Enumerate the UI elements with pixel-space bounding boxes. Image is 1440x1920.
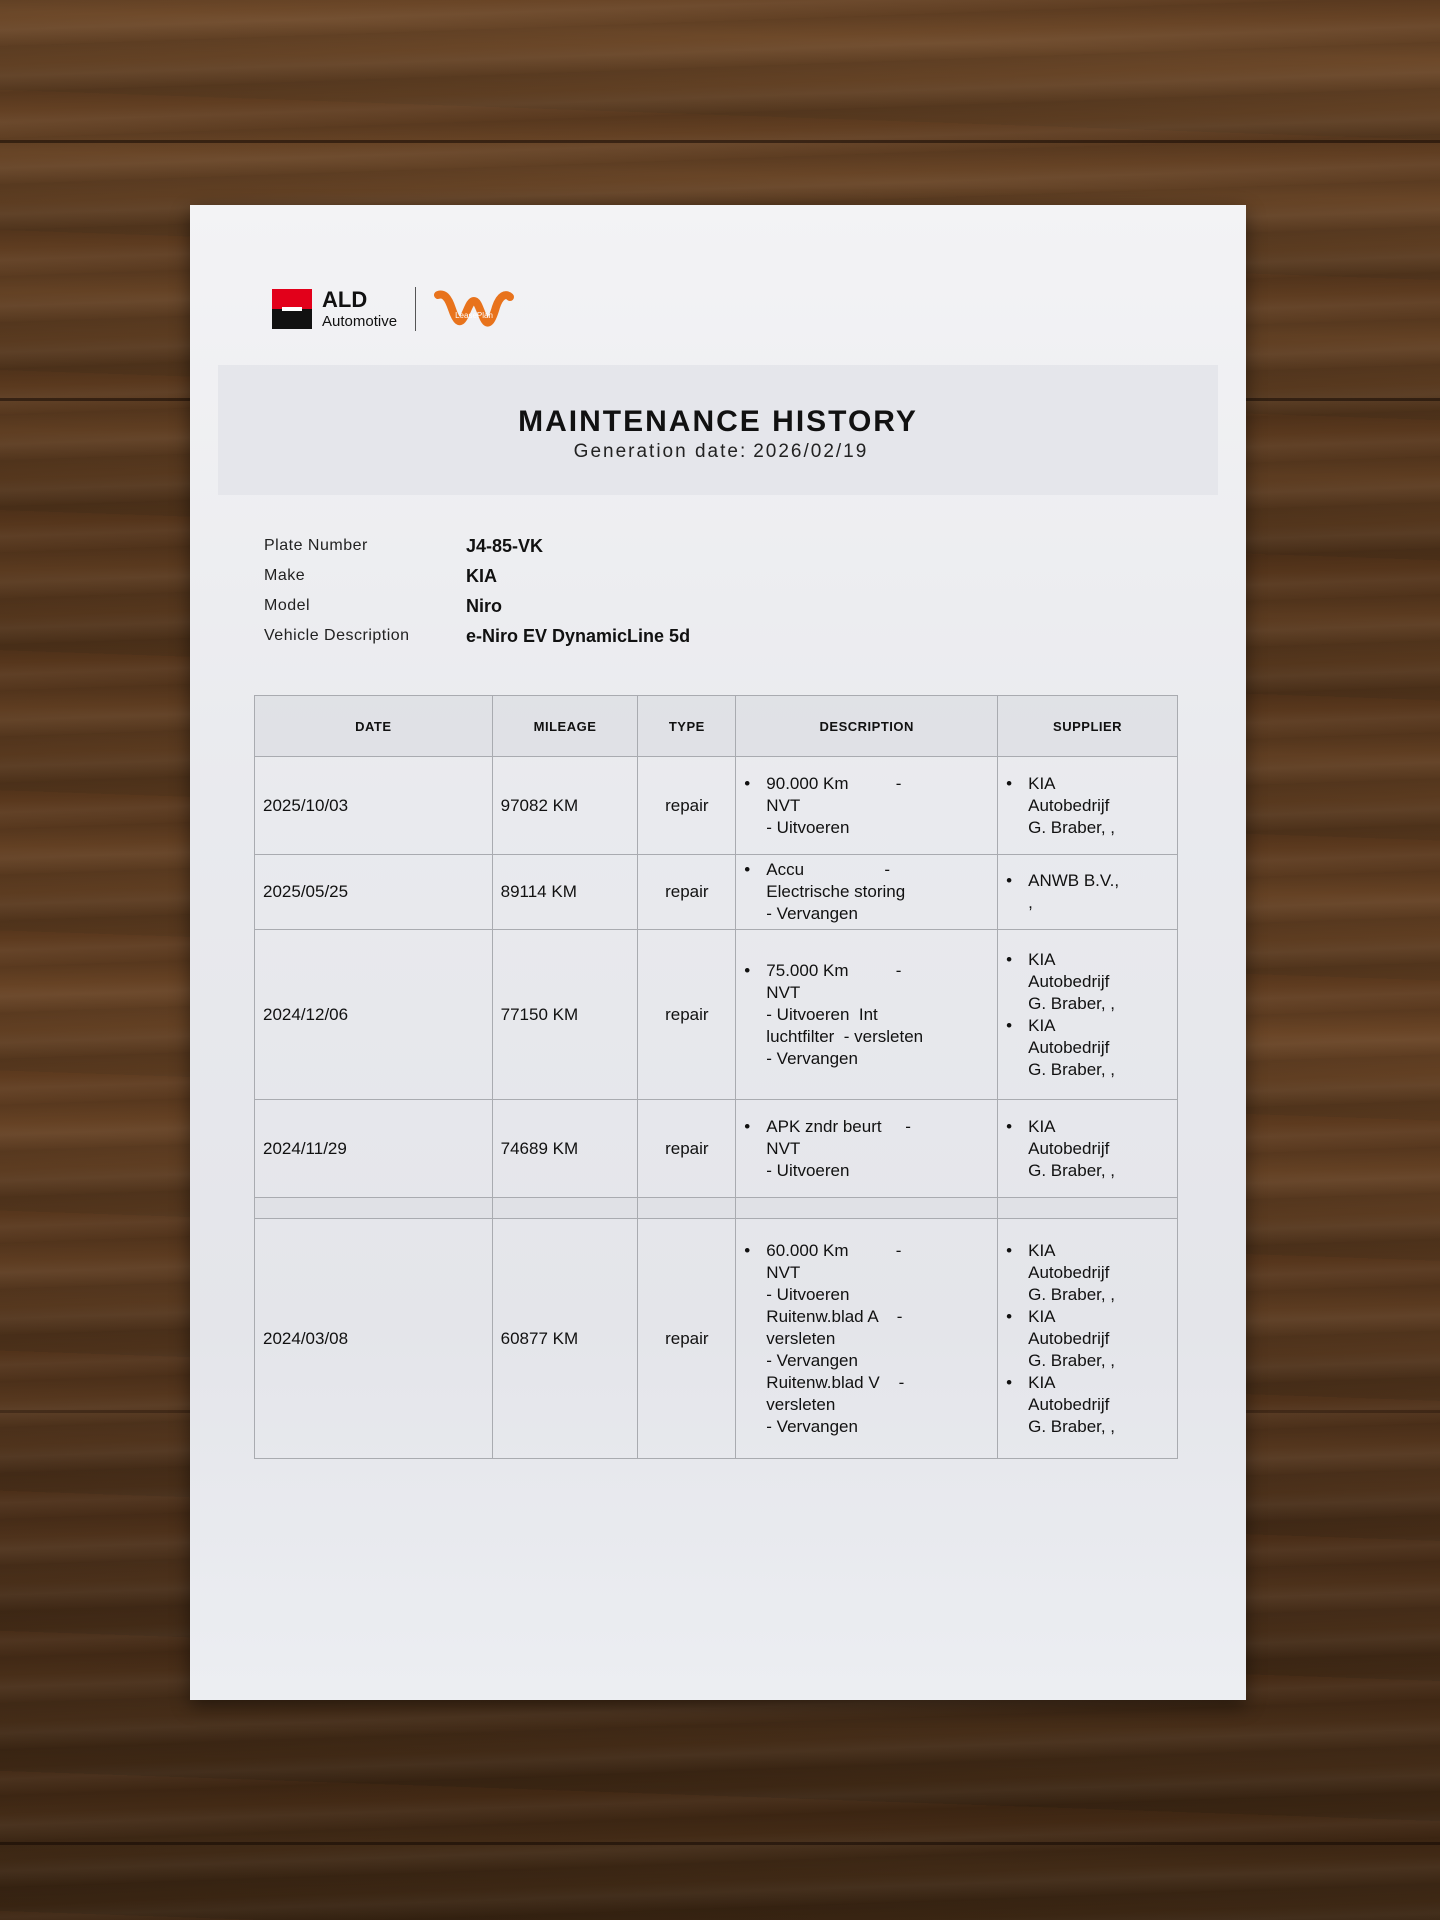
supplier-line	[1006, 1328, 1169, 1350]
header-type: TYPE	[638, 696, 736, 757]
table-row	[255, 930, 1178, 1100]
supplier-text: Autobedrijf	[1028, 1262, 1110, 1282]
description-text: NVT	[766, 982, 801, 1002]
leaseplan-logo-icon	[434, 287, 514, 331]
description-line	[744, 1350, 989, 1372]
info-value: Niro	[466, 595, 502, 616]
cell-date: 2025/05/25	[255, 855, 493, 930]
description-text: Ruitenw.blad V -	[766, 1372, 905, 1392]
description-text: Electrische storing	[766, 882, 906, 901]
generation-date-label: Generation date:	[573, 441, 748, 462]
description-line	[744, 1416, 989, 1438]
supplier-line	[1006, 1306, 1169, 1328]
info-label: Plate Number	[264, 537, 368, 554]
description-line	[744, 982, 989, 1004]
supplier-line	[1006, 1372, 1169, 1394]
description-text: 75.000 Km -	[766, 960, 902, 980]
header-date: DATE	[255, 696, 493, 757]
spacer-cell	[638, 1198, 736, 1219]
description-line	[744, 795, 989, 817]
supplier-text: G. Braber, ,	[1028, 1160, 1116, 1180]
document-sheet	[190, 205, 1246, 1700]
description-line	[744, 1026, 989, 1048]
cell-description	[736, 930, 998, 1100]
cell-date: 2024/12/06	[255, 930, 493, 1100]
cell-supplier	[998, 855, 1178, 930]
info-row-model	[264, 591, 690, 621]
header-mileage: MILEAGE	[492, 696, 638, 757]
description-text: - Uitvoeren	[766, 817, 850, 837]
header-description: DESCRIPTION	[736, 696, 998, 757]
cell-type: repair	[638, 1100, 736, 1198]
generation-date-line	[190, 441, 1246, 463]
info-row-make	[264, 561, 690, 591]
bullet-icon: •	[1006, 1372, 1013, 1392]
supplier-line	[1006, 1138, 1169, 1160]
description-text: APK zndr beurt -	[766, 1116, 911, 1136]
description-line	[744, 1004, 989, 1026]
description-text: - Uitvoeren	[766, 1160, 850, 1180]
cell-mileage: 60877 KM	[492, 1219, 638, 1459]
supplier-text: G. Braber, ,	[1028, 1284, 1116, 1304]
header-supplier: SUPPLIER	[998, 696, 1178, 757]
supplier-text: G. Braber, ,	[1028, 1350, 1116, 1370]
spacer-cell	[736, 1198, 998, 1219]
supplier-text: G. Braber, ,	[1028, 993, 1116, 1013]
supplier-text: KIA	[1028, 773, 1056, 793]
ald-wordmark	[322, 289, 397, 329]
description-text: luchtfilter - versleten	[766, 1026, 924, 1046]
description-text: - Uitvoeren Int	[766, 1004, 878, 1024]
supplier-line	[1006, 1262, 1169, 1284]
bullet-icon: •	[1006, 1240, 1013, 1260]
supplier-text: G. Braber, ,	[1028, 817, 1116, 837]
supplier-line	[1006, 1284, 1169, 1306]
info-value: J4-85-VK	[466, 535, 544, 556]
supplier-line	[1006, 993, 1169, 1015]
supplier-text: Autobedrijf	[1028, 1037, 1110, 1057]
supplier-text: G. Braber, ,	[1028, 1059, 1116, 1079]
supplier-line	[1006, 795, 1169, 817]
description-line	[744, 1048, 989, 1070]
cell-description	[736, 1100, 998, 1198]
supplier-text: KIA	[1028, 1240, 1056, 1260]
bullet-icon: •	[1006, 1116, 1013, 1136]
cell-supplier	[998, 930, 1178, 1100]
cell-description	[736, 757, 998, 855]
description-text: versleten	[766, 1328, 836, 1348]
supplier-line	[1006, 1240, 1169, 1262]
description-line	[744, 1138, 989, 1160]
table-row	[255, 855, 1178, 930]
description-text: NVT	[766, 1138, 801, 1158]
supplier-line	[1006, 773, 1169, 795]
description-line	[744, 817, 989, 839]
bullet-icon: •	[1006, 871, 1013, 890]
bullet-icon: •	[744, 773, 751, 793]
cell-supplier	[998, 757, 1178, 855]
info-row-description	[264, 621, 690, 651]
description-line	[744, 1116, 989, 1138]
supplier-line	[1006, 1160, 1169, 1182]
supplier-line	[1006, 870, 1169, 892]
description-text: 60.000 Km -	[766, 1240, 902, 1260]
supplier-line	[1006, 971, 1169, 993]
supplier-text: KIA	[1028, 949, 1056, 969]
supplier-text: KIA	[1028, 1015, 1056, 1035]
description-text: NVT	[766, 795, 801, 815]
bullet-icon: •	[744, 1116, 751, 1136]
bullet-icon: •	[1006, 773, 1013, 793]
description-text: versleten	[766, 1394, 836, 1414]
description-line	[744, 881, 989, 903]
info-label: Model	[264, 597, 311, 614]
supplier-text: G. Braber, ,	[1028, 1416, 1116, 1436]
supplier-text: ANWB B.V.,	[1028, 871, 1120, 890]
description-text: - Vervangen	[766, 904, 858, 923]
table-header-row	[255, 696, 1178, 757]
supplier-text: KIA	[1028, 1116, 1056, 1136]
cell-type: repair	[638, 757, 736, 855]
table-spacer-row	[255, 1198, 1178, 1219]
ald-brand: ALD	[322, 287, 368, 312]
info-value: e-Niro EV DynamicLine 5d	[466, 625, 691, 646]
bullet-icon: •	[1006, 949, 1013, 969]
cell-mileage: 89114 KM	[492, 855, 638, 930]
description-line	[744, 1284, 989, 1306]
description-line	[744, 903, 989, 925]
supplier-text: Autobedrijf	[1028, 1138, 1110, 1158]
description-line	[744, 1160, 989, 1182]
cell-type: repair	[638, 855, 736, 930]
bullet-icon: •	[744, 960, 751, 980]
cell-type: repair	[638, 1219, 736, 1459]
description-line	[744, 859, 989, 881]
spacer-cell	[998, 1198, 1178, 1219]
vehicle-info	[264, 531, 690, 651]
description-text: - Uitvoeren	[766, 1284, 850, 1304]
bullet-icon: •	[1006, 1306, 1013, 1326]
description-line	[744, 1262, 989, 1284]
supplier-text: Autobedrijf	[1028, 1394, 1110, 1414]
supplier-line	[1006, 1037, 1169, 1059]
logo-row	[272, 287, 514, 331]
cell-date: 2025/10/03	[255, 757, 493, 855]
bullet-icon: •	[1006, 1015, 1013, 1035]
maintenance-table	[254, 695, 1178, 1459]
supplier-line	[1006, 1394, 1169, 1416]
description-text: - Vervangen	[766, 1350, 858, 1370]
description-line	[744, 1306, 989, 1328]
supplier-text: Autobedrijf	[1028, 971, 1110, 991]
info-label: Vehicle Description	[264, 627, 410, 644]
supplier-text: KIA	[1028, 1306, 1056, 1326]
supplier-line	[1006, 1015, 1169, 1037]
description-text: NVT	[766, 1262, 801, 1282]
generation-date-value: 2026/02/19	[753, 441, 869, 462]
cell-mileage: 97082 KM	[492, 757, 638, 855]
bullet-icon: •	[744, 1240, 751, 1260]
info-row-plate	[264, 531, 690, 561]
supplier-text: Autobedrijf	[1028, 1328, 1110, 1348]
supplier-line	[1006, 892, 1169, 914]
cell-description	[736, 1219, 998, 1459]
supplier-line	[1006, 1116, 1169, 1138]
description-text: Accu -	[766, 860, 891, 879]
supplier-line	[1006, 1350, 1169, 1372]
supplier-line	[1006, 1059, 1169, 1081]
description-line	[744, 1394, 989, 1416]
supplier-line	[1006, 1416, 1169, 1438]
page-title: MAINTENANCE HISTORY	[518, 405, 918, 438]
supplier-text: KIA	[1028, 1372, 1056, 1392]
cell-date: 2024/03/08	[255, 1219, 493, 1459]
cell-type: repair	[638, 930, 736, 1100]
cell-supplier	[998, 1100, 1178, 1198]
cell-mileage: 77150 KM	[492, 930, 638, 1100]
description-line	[744, 1240, 989, 1262]
supplier-line	[1006, 949, 1169, 971]
description-line	[744, 773, 989, 795]
info-label: Make	[264, 567, 306, 584]
description-text: - Vervangen	[766, 1048, 858, 1068]
cell-supplier	[998, 1219, 1178, 1459]
supplier-text: Autobedrijf	[1028, 795, 1110, 815]
logo-divider	[415, 287, 416, 331]
table-row	[255, 757, 1178, 855]
spacer-cell	[492, 1198, 638, 1219]
description-line	[744, 1328, 989, 1350]
table-row	[255, 1100, 1178, 1198]
ald-logo-icon	[272, 289, 312, 329]
cell-mileage: 74689 KM	[492, 1100, 638, 1198]
table-row	[255, 1219, 1178, 1459]
supplier-line	[1006, 817, 1169, 839]
description-text: 90.000 Km -	[766, 773, 902, 793]
info-value: KIA	[466, 565, 497, 586]
cell-date: 2024/11/29	[255, 1100, 493, 1198]
leaseplan-brand: LeasePlan	[455, 311, 493, 320]
bullet-icon: •	[744, 860, 751, 879]
cell-description	[736, 855, 998, 930]
description-line	[744, 960, 989, 982]
spacer-cell	[255, 1198, 493, 1219]
supplier-text: ,	[1028, 893, 1033, 912]
description-text: - Vervangen	[766, 1416, 858, 1436]
description-text: Ruitenw.blad A -	[766, 1306, 903, 1326]
description-line	[744, 1372, 989, 1394]
automotive-brand: Automotive	[322, 313, 398, 330]
